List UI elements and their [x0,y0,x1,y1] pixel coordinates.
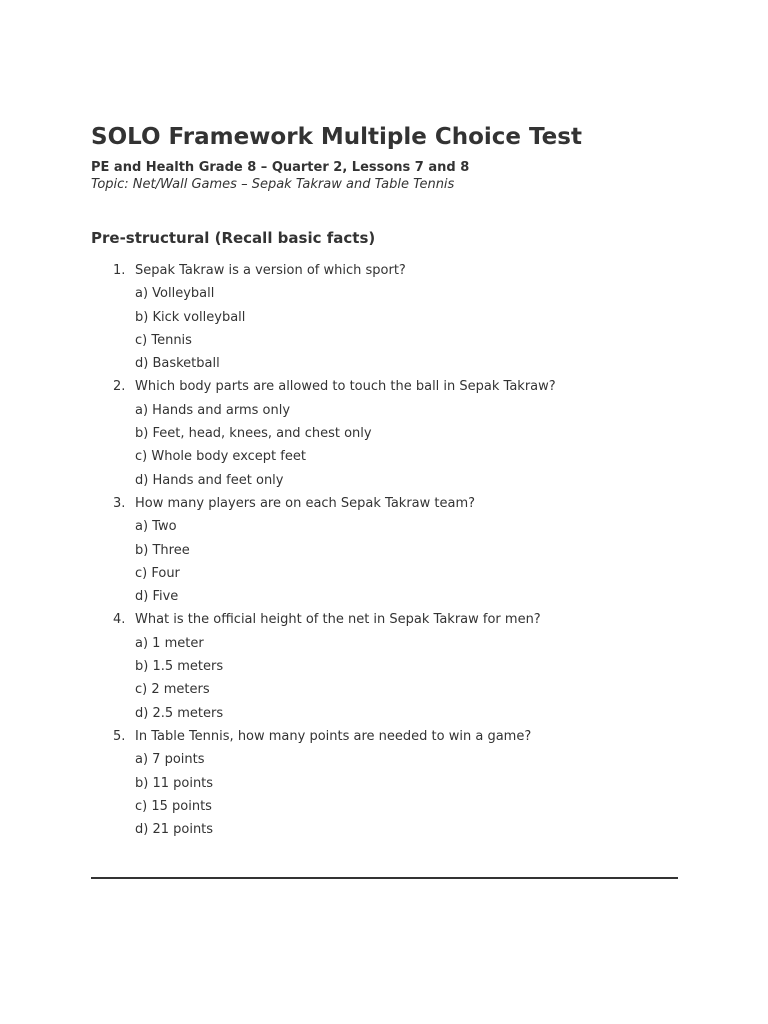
option-a: a) Two [135,519,177,535]
option-list [91,748,556,841]
option-a: a) 7 points [135,752,205,768]
option-b: b) Three [135,542,190,558]
option-c: c) Tennis [135,332,192,348]
question-number: 5. [113,728,126,744]
option-d: d) Hands and feet only [135,472,284,488]
question-text: How many players are on each Sepak Takraw team? [135,495,476,511]
question-text: What is the official height of the net in Sepak Takraw for men? [135,612,541,628]
option-b: b) Kick volleyball [135,309,246,325]
document-subtitle: PE and Health Grade 8 – Quarter 2, Lessons 7 and 8 [91,160,470,175]
option-list [91,515,556,608]
question-item [91,492,556,608]
option-b: b) 1.5 meters [135,659,224,675]
option-b: b) 11 points [135,775,214,791]
question-item [91,259,556,375]
option-c: c) 2 meters [135,682,210,698]
question-number: 4. [113,612,126,628]
question-item [91,375,556,491]
option-c: c) Whole body except feet [135,449,306,465]
question-list [91,259,556,841]
option-d: d) 2.5 meters [135,705,224,721]
question-item [91,608,556,724]
option-a: a) Volleyball [135,286,215,302]
question-text: Sepak Takraw is a version of which sport? [135,263,406,278]
option-c: c) 15 points [135,798,212,814]
question-text: In Table Tennis, how many points are needed to win a game? [135,728,532,744]
document-topic: Topic: Net/Wall Games – Sepak Takraw and Table Tennis [91,177,455,192]
question-number: 2. [113,379,126,395]
option-c: c) Four [135,565,180,581]
option-list [91,632,556,725]
option-a: a) 1 meter [135,635,204,651]
question-item [91,725,556,841]
horizontal-rule [91,877,678,879]
option-b: b) Feet, head, knees, and chest only [135,426,372,442]
question-text: Which body parts are allowed to touch the ball in Sepak Takraw? [135,379,556,395]
question-number: 1. [113,263,126,278]
section-heading: Pre-structural (Recall basic facts) [91,229,376,247]
option-d: d) Basketball [135,356,220,372]
question-number: 3. [113,495,126,511]
option-list [91,282,556,375]
document-title: SOLO Framework Multiple Choice Test [91,124,582,150]
option-a: a) Hands and arms only [135,402,291,418]
option-d: d) 21 points [135,822,214,838]
option-d: d) Five [135,589,179,605]
option-list [91,399,556,492]
